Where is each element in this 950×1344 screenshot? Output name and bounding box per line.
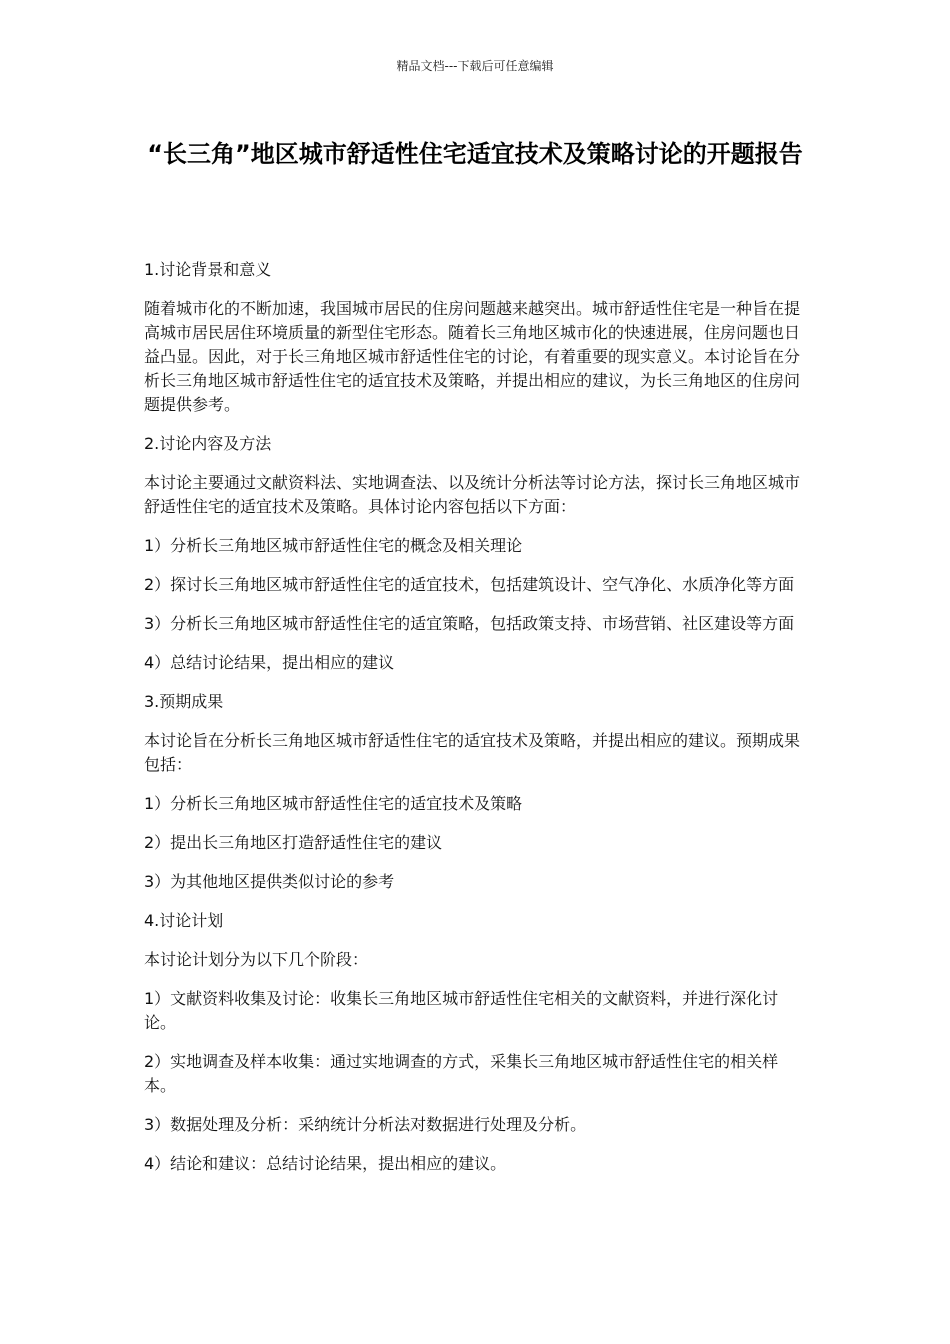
list-item: 3）分析长三角地区城市舒适性住宅的适宜策略，包括政策支持、市场营销、社区建设等方面 — [144, 614, 795, 633]
list-item: 1）分析长三角地区城市舒适性住宅的适宜技术及策略 — [144, 794, 523, 813]
paragraph-expected-results: 本讨论旨在分析长三角地区城市舒适性住宅的适宜技术及策略，并提出相应的建议。预期成果包括： — [144, 731, 801, 774]
document-title: “长三角”地区城市舒适性住宅适宜技术及策略讨论的开题报告 — [147, 140, 803, 168]
paragraph-background: 随着城市化的不断加速，我国城市居民的住房问题越来越突出。城市舒适性住宅是一种旨在提高城市居民居住环境质量的新型住宅形态。随着长三角地区城市化的快速进展，住房问题也日益凸显。因此，对于长三角地区城市舒适性住宅的讨论，有着重要的现实意义。本讨论旨在分析长三角地区城市舒适性住宅的适宜技术及策略，并提出相应的建议，为长三角地区的住房问题提供参考。 — [144, 299, 801, 414]
section-heading-content-method: 2.讨论内容及方法 — [144, 434, 272, 453]
section-heading-expected-results: 3.预期成果 — [144, 692, 224, 711]
list-item: 1）文献资料收集及讨论：收集长三角地区城市舒适性住宅相关的文献资料，并进行深化讨论。 — [144, 989, 779, 1032]
paragraph-plan: 本讨论计划分为以下几个阶段： — [144, 950, 369, 969]
page-header-watermark: 精品文档---下载后可任意编辑 — [396, 59, 554, 73]
list-item: 2）实地调查及样本收集：通过实地调查的方式，采集长三角地区城市舒适性住宅的相关样本。 — [144, 1052, 779, 1095]
list-item: 1）分析长三角地区城市舒适性住宅的概念及相关理论 — [144, 536, 523, 555]
list-item: 2）探讨长三角地区城市舒适性住宅的适宜技术，包括建筑设计、空气净化、水质净化等方面 — [144, 575, 795, 594]
list-item: 2）提出长三角地区打造舒适性住宅的建议 — [144, 833, 443, 852]
list-item: 3）数据处理及分析：采纳统计分析法对数据进行处理及分析。 — [144, 1115, 587, 1134]
document-body — [144, 258, 809, 1191]
list-item: 4）结论和建议：总结讨论结果，提出相应的建议。 — [144, 1154, 507, 1173]
list-item: 3）为其他地区提供类似讨论的参考 — [144, 872, 395, 891]
section-heading-plan: 4.讨论计划 — [144, 911, 224, 930]
paragraph-content-method: 本讨论主要通过文献资料法、实地调查法、以及统计分析法等讨论方法，探讨长三角地区城市舒适性住宅的适宜技术及策略。具体讨论内容包括以下方面： — [144, 473, 801, 516]
section-heading-background: 1.讨论背景和意义 — [144, 260, 272, 279]
list-item: 4）总结讨论结果，提出相应的建议 — [144, 653, 395, 672]
